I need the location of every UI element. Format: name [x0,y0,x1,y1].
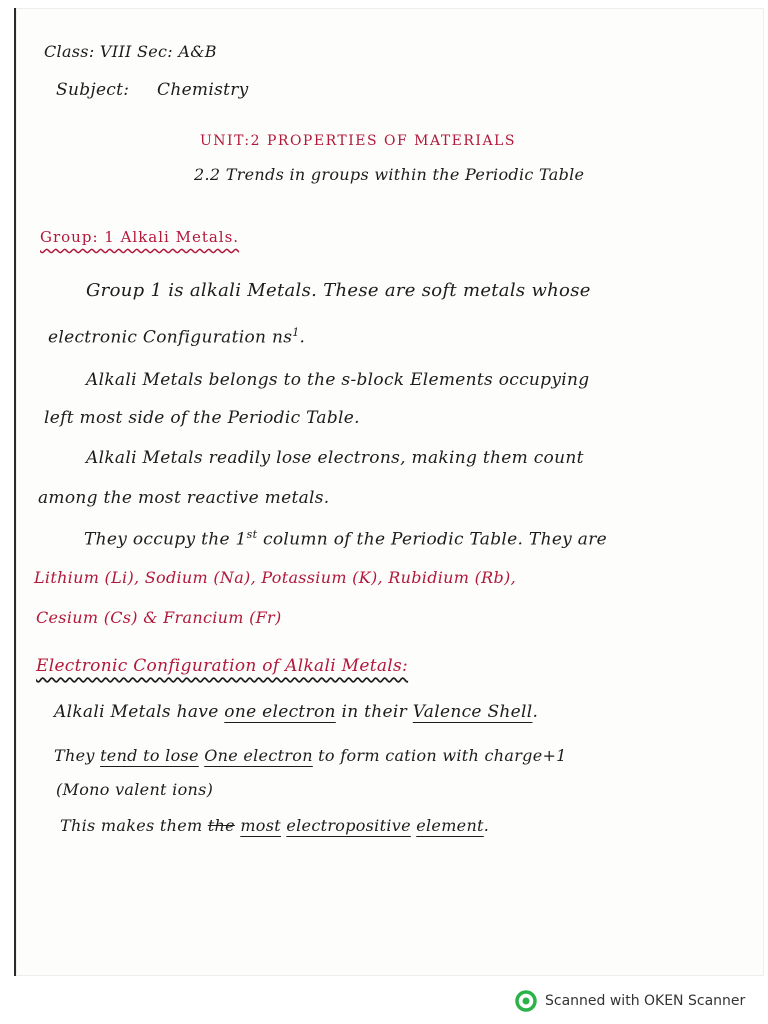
struck-the: the [207,816,235,835]
element-underlined: element [416,816,484,835]
config-text: electronic Configuration ns [48,327,293,348]
scanner-watermark [515,989,745,1013]
config-l1-c: . [532,702,539,722]
paragraph-2-line-2: left most side of the Periodic Table. [44,408,360,428]
group-heading: Group: 1 Alkali Metals. [40,228,240,246]
electropositive-underlined: electropositive [286,816,411,835]
column-text-a: They occupy the 1 [84,529,247,550]
elements-line-1: Lithium (Li), Sodium (Na), Potassium (K), Rubidium (Rb), [34,568,516,587]
config-line-1 [54,702,538,722]
one-electron-2-underlined: One electron [204,746,313,765]
valence-shell-underlined: Valence Shell [412,702,533,722]
config-superscript: 1 [292,326,300,339]
paragraph-2-line-1: Alkali Metals belongs to the s-block Elements occupying [86,370,590,390]
config-line-2 [54,746,567,765]
config-l1-b: in their [335,702,413,722]
elements-line-2: Cesium (Cs) & Francium (Fr) [36,608,282,627]
config-l4-e: . [483,816,490,835]
subject-line [56,80,249,100]
config-l4-a: This makes them [60,816,208,835]
most-underlined: most [240,816,281,835]
config-line-3: (Mono valent ions) [56,780,214,799]
unit-title: UNIT:2 PROPERTIES OF MATERIALS [200,133,516,149]
paragraph-1-line-2 [48,326,305,348]
one-electron-underlined: one electron [224,702,336,722]
class-line: Class: VIII Sec: A&B [44,42,217,61]
column-text-b: column of the Periodic Table. They are [257,529,608,550]
scanner-text: Scanned with OKEN Scanner [545,993,746,1009]
config-heading: Electronic Configuration of Alkali Metals: [36,656,409,676]
config-l2-a: They [54,746,101,765]
paragraph-3-line-2: among the most reactive metals. [38,488,330,508]
unit-subtitle: 2.2 Trends in groups within the Periodic Table [194,165,585,184]
subject-value: Chemistry [157,80,249,100]
paragraph-3-line-1: Alkali Metals readily lose electrons, making them count [86,448,584,468]
config-end: . [299,327,306,348]
paragraph-4-line-1 [84,528,607,550]
column-superscript: st [246,528,258,541]
paragraph-1-line-1: Group 1 is alkali Metals. These are soft metals whose [86,280,591,301]
tend-to-lose-underlined: tend to lose [100,746,199,765]
oken-logo-icon [515,990,537,1012]
config-l1-a: Alkali Metals have [54,702,225,722]
config-l2-c: to form cation with charge+1 [312,746,567,765]
subject-label: Subject: [56,80,130,100]
notebook-page [14,8,764,976]
config-line-4 [60,816,489,835]
